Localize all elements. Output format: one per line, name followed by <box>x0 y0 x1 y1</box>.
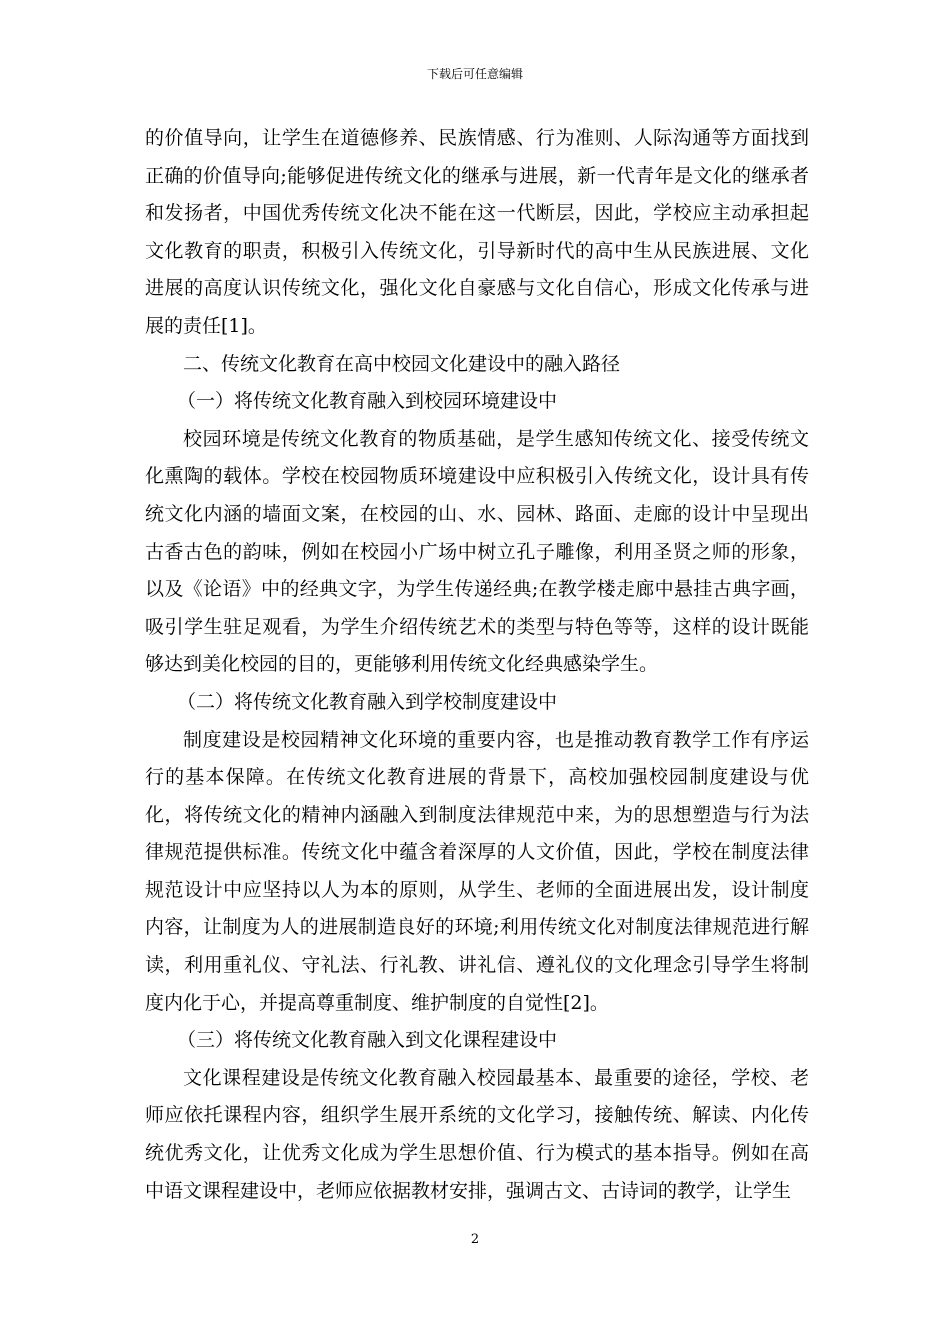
subsection-heading-1: （一）将传统文化教育融入到校园环境建设中 <box>177 390 558 413</box>
paragraph-school-system: 制度建设是校园精神文化环境的重要内容，也是推动教育教学工作有序运行的基本保障。在传统文化教育进展的背景下，高校加强校园制度建设与优化，将传统文化的精神内涵融入到制度法律规范中来，为的思想塑造与行为法律规范提供标准。传统文化中蕴含着深厚的人文价值，因此，学校在制度法律规范设计中应坚持以人为本的原则，从学生、老师的全面进展出发，设计制度内容，让制度为人的进展制造良好的环境;利用传统文化对制度法律规范进行解读，利用重礼仪、守礼法、行礼教、讲礼信、遵礼仪的文化理念引导学生将制度内化于心，并提高尊重制度、维护制度的自觉性[2]。 <box>145 728 809 1014</box>
page-header: 下载后可任意编辑 <box>426 67 523 81</box>
paragraph-continuation: 的价值导向，让学生在道德修养、民族情感、行为准则、人际沟通等方面找到正确的价值导向;能够促进传统文化的继承与进展，新一代青年是文化的继承者和发扬者，中国优秀传统文化决不能在这一代断层，因此，学校应主动承担起文化教育的职责，积极引入传统文化，引导新时代的高中生从民族进展、文化进展的高度认识传统文化，强化文化自豪感与文化自信心，形成文化传承与进展的责任[1]。 <box>145 127 809 337</box>
subsection-heading-3: （三）将传统文化教育融入到文化课程建设中 <box>177 1029 558 1052</box>
section-heading: 二、传统文化教育在高中校园文化建设中的融入路径 <box>183 352 621 375</box>
subsection-heading-2: （二）将传统文化教育融入到学校制度建设中 <box>177 690 558 713</box>
paragraph-campus-environment: 校园环境是传统文化教育的物质基础，是学生感知传统文化、接受传统文化熏陶的载体。学校在校园物质环境建设中应积极引入传统文化，设计具有传统文化内涵的墙面文案，在校园的山、水、园林、路面、走廊的设计中呈现出古香古色的韵味，例如在校园小广场中树立孔子雕像，利用圣贤之师的形象，以及《论语》中的经典文字，为学生传递经典;在教学楼走廊中悬挂古典字画，吸引学生驻足观看，为学生介绍传统艺术的类型与特色等等，这样的设计既能够达到美化校园的目的，更能够利用传统文化经典感染学生。 <box>145 427 809 676</box>
paragraph-curriculum: 文化课程建设是传统文化教育融入校园最基本、最重要的途径，学校、老师应依托课程内容，组织学生展开系统的文化学习，接触传统、解读、内化传统优秀文化，让优秀文化成为学生思想价值、行为模式的基本指导。例如在高中语文课程建设中，老师应依据教材安排，强调古文、古诗词的教学，让学生 <box>145 1066 809 1202</box>
page-number: 2 <box>470 1232 480 1247</box>
document-body <box>145 120 809 1210</box>
